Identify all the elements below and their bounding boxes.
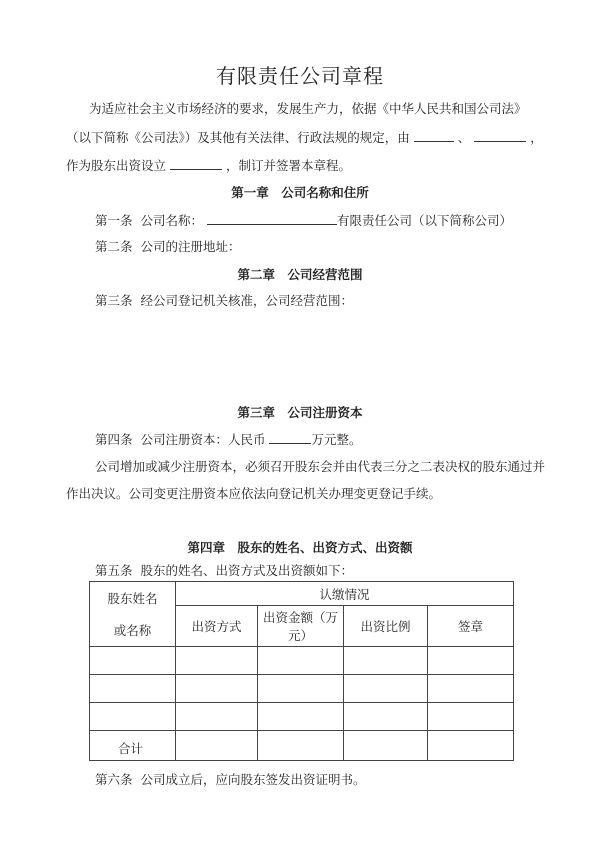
table-cell[interactable] bbox=[176, 703, 258, 731]
company-name-blank[interactable] bbox=[207, 211, 337, 225]
chapter-2-heading: 第二章 公司经营范围 bbox=[237, 267, 363, 282]
table-cell[interactable] bbox=[258, 647, 344, 675]
capital-change-para-line-2: 作出决议。公司变更注册资本应依法向登记机关办理变更登记手续。 bbox=[66, 486, 442, 501]
article-5 bbox=[95, 562, 353, 580]
table-total-row bbox=[90, 731, 514, 761]
article-4-suffix: 万元整。 bbox=[311, 432, 362, 447]
company-blank[interactable] bbox=[170, 156, 222, 170]
shareholder-name-header-line-1: 股东姓名 bbox=[107, 591, 158, 606]
table-cell[interactable] bbox=[258, 703, 344, 731]
shareholder-name-header bbox=[90, 582, 176, 647]
col-contribution-amount: 出资金额（万元） bbox=[258, 606, 344, 647]
capital-amount-blank[interactable] bbox=[269, 430, 311, 444]
intro-line-1-text: 为适应社会主义市场经济的要求，发展生产力，依据《中华人民共和国公司法》 bbox=[89, 101, 527, 116]
article-1-suffix: 有限责任公司（以下简称公司） bbox=[336, 213, 512, 228]
article-3-text: 经公司登记机关核准，公司经营范围： bbox=[140, 293, 353, 308]
chapter-1-heading: 第一章 公司名称和住所 bbox=[231, 185, 369, 200]
col-contribution-method: 出资方式 bbox=[176, 606, 258, 647]
table-cell[interactable] bbox=[258, 675, 344, 703]
table-cell[interactable] bbox=[344, 647, 428, 675]
intro-line-1 bbox=[89, 100, 527, 118]
intro-line-3-text: 作为股东出资设立 bbox=[66, 158, 167, 173]
article-4 bbox=[95, 430, 361, 449]
article-1 bbox=[95, 211, 512, 230]
shareholder-table bbox=[89, 581, 514, 761]
table-cell[interactable] bbox=[344, 731, 428, 761]
table-cell[interactable] bbox=[344, 675, 428, 703]
table-row bbox=[90, 647, 514, 675]
table-cell[interactable] bbox=[428, 675, 514, 703]
capital-change-para-line-1: 公司增加或减少注册资本，必须召开股东会并由代表三分之二表决权的股东通过并 bbox=[95, 459, 546, 474]
shareholder-name-header-line-2: 或名称 bbox=[113, 623, 152, 638]
intro-line-2 bbox=[66, 128, 543, 147]
article-5-text: 股东的姓名、出资方式及出资额如下： bbox=[140, 563, 353, 578]
subscription-group-header: 认缴情况 bbox=[176, 582, 514, 606]
table-cell[interactable] bbox=[344, 703, 428, 731]
article-2-text: 公司的注册地址： bbox=[140, 239, 241, 254]
article-6 bbox=[95, 771, 365, 789]
chapter-4-heading: 第四章 股东的姓名、出资方式、出资额 bbox=[187, 540, 413, 555]
table-cell[interactable] bbox=[428, 703, 514, 731]
article-4-text: 公司注册资本：人民币 bbox=[140, 432, 266, 447]
table-cell[interactable] bbox=[176, 675, 258, 703]
page-title: 有限责任公司章程 bbox=[216, 64, 384, 88]
table-cell[interactable] bbox=[428, 647, 514, 675]
col-contribution-ratio: 出资比例 bbox=[344, 606, 428, 647]
chapter-3-heading: 第三章 公司注册资本 bbox=[237, 405, 363, 420]
article-2-label: 第二条 bbox=[95, 239, 133, 254]
col-signature: 签章 bbox=[428, 606, 514, 647]
table-cell[interactable] bbox=[90, 647, 176, 675]
article-6-label: 第六条 bbox=[95, 772, 133, 787]
founder-1-blank[interactable] bbox=[414, 128, 454, 142]
article-3-label: 第三条 bbox=[95, 293, 133, 308]
founder-2-blank[interactable] bbox=[474, 128, 526, 142]
table-cell[interactable] bbox=[90, 675, 176, 703]
intro-line-3-end: ，制订并签署本章程。 bbox=[225, 158, 351, 173]
intro-line-2-end: ， bbox=[530, 130, 543, 145]
table-cell[interactable] bbox=[258, 731, 344, 761]
table-row bbox=[90, 703, 514, 731]
table-cell[interactable] bbox=[176, 731, 258, 761]
total-label: 合计 bbox=[90, 731, 176, 761]
article-6-text: 公司成立后，应向股东签发出资证明书。 bbox=[140, 772, 366, 787]
article-1-text: 公司名称： bbox=[140, 213, 203, 228]
table-header-row bbox=[90, 582, 514, 606]
article-5-label: 第五条 bbox=[95, 563, 133, 578]
article-3 bbox=[95, 292, 353, 310]
table-cell[interactable] bbox=[428, 731, 514, 761]
article-2 bbox=[95, 238, 240, 256]
intro-line-3 bbox=[66, 156, 351, 175]
article-1-label: 第一条 bbox=[95, 213, 133, 228]
intro-line-2-text: （以下简称《公司法》）及其他有关法律、行政法规的规定，由 bbox=[66, 130, 410, 145]
table-cell[interactable] bbox=[176, 647, 258, 675]
intro-separator: 、 bbox=[457, 130, 471, 145]
table-row bbox=[90, 675, 514, 703]
article-4-label: 第四条 bbox=[95, 432, 133, 447]
table-cell[interactable] bbox=[90, 703, 176, 731]
